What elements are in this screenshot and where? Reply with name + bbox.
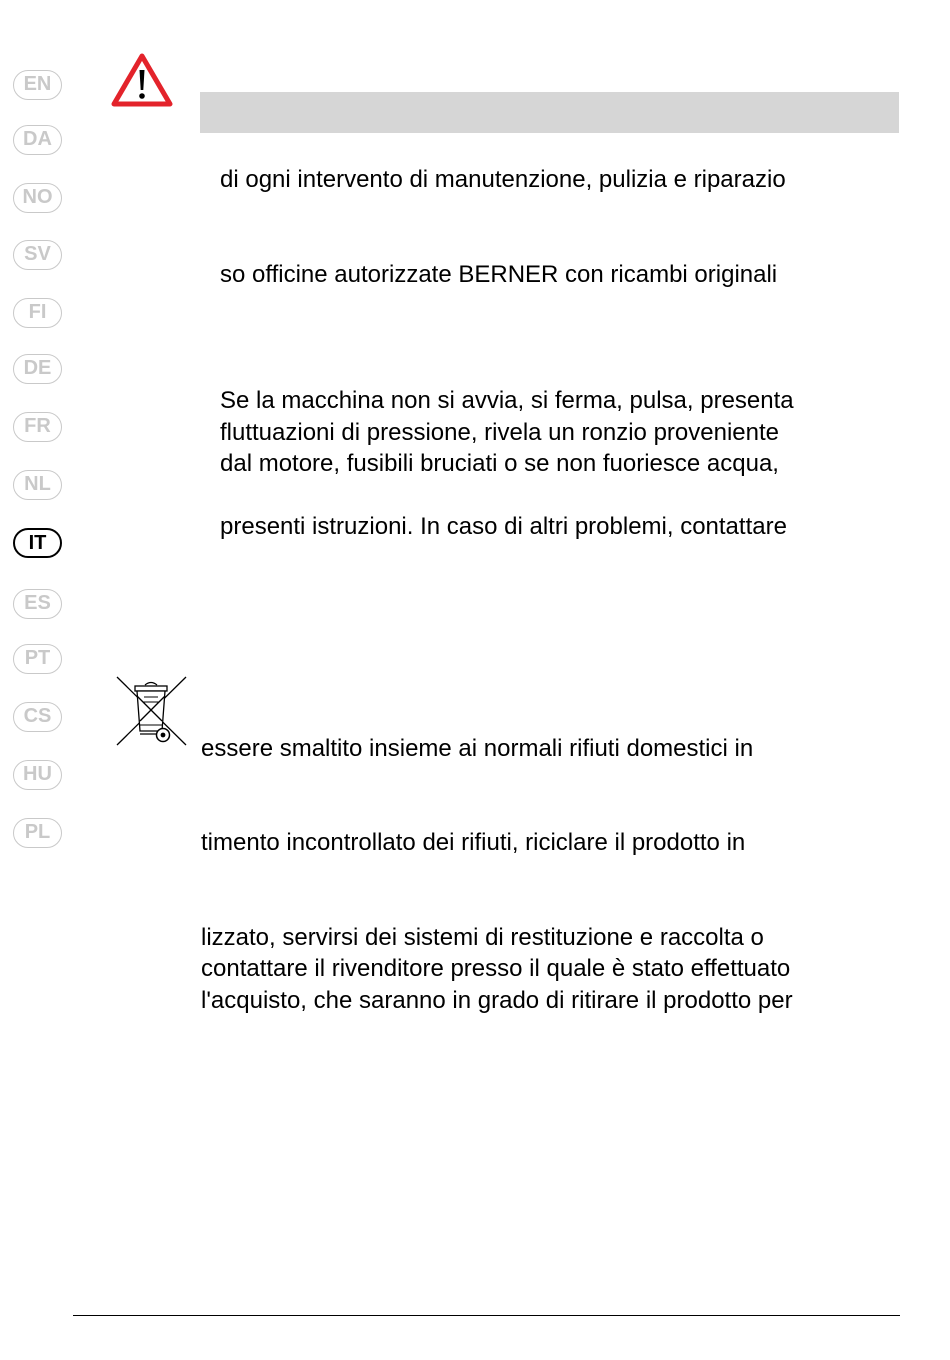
lang-tab-es[interactable]: ES [13,589,62,619]
troubleshooting-line-4: presenti istruzioni. In caso di altri problemi, contattare [220,513,787,540]
lang-tab-hu[interactable]: HU [13,760,62,790]
lang-tab-it[interactable]: IT [13,528,62,558]
lang-tab-pl[interactable]: PL [13,818,62,848]
lang-tab-nl[interactable]: NL [13,470,62,500]
language-sidebar [0,0,80,900]
lang-tab-fr[interactable]: FR [13,412,62,442]
troubleshooting-line-1: Se la macchina non si avvia, si ferma, pulsa, presenta [220,387,794,414]
disposal-line-3: lizzato, servirsi dei sistemi di restituzione e raccolta o [201,924,764,951]
maintenance-line-2: so officine autorizzate BERNER con ricambi originali [220,261,778,288]
disposal-line-5: l'acquisto, che saranno in grado di ritirare il prodotto per [201,987,793,1014]
lang-tab-sv[interactable]: SV [13,240,62,270]
troubleshooting-line-3: dal motore, fusibili bruciati o se non fuoriesce acqua, [220,450,779,477]
lang-tab-fi[interactable]: FI [13,298,62,328]
lang-tab-da[interactable]: DA [13,125,62,155]
disposal-line-1: essere smaltito insieme ai normali rifiuti domestici in [201,735,754,762]
warning-triangle-icon [110,52,174,108]
troubleshooting-line-2: fluttuazioni di pressione, rivela un ronzio proveniente [220,419,779,446]
lang-tab-cs[interactable]: CS [13,702,62,732]
maintenance-line-1: di ogni intervento di manutenzione, pulizia e riparazio [220,166,786,193]
footer-divider [73,1315,900,1316]
lang-tab-no[interactable]: NO [13,183,62,213]
crossed-out-wheelie-bin-icon [114,675,188,747]
disposal-line-4: contattare il rivenditore presso il quale è stato effettuato [201,955,791,982]
lang-tab-de[interactable]: DE [13,354,62,384]
section-header-bar [200,92,899,133]
lang-tab-pt[interactable]: PT [13,644,62,674]
disposal-line-2: timento incontrollato dei rifiuti, riciclare il prodotto in [201,829,746,856]
lang-tab-en[interactable]: EN [13,70,62,100]
